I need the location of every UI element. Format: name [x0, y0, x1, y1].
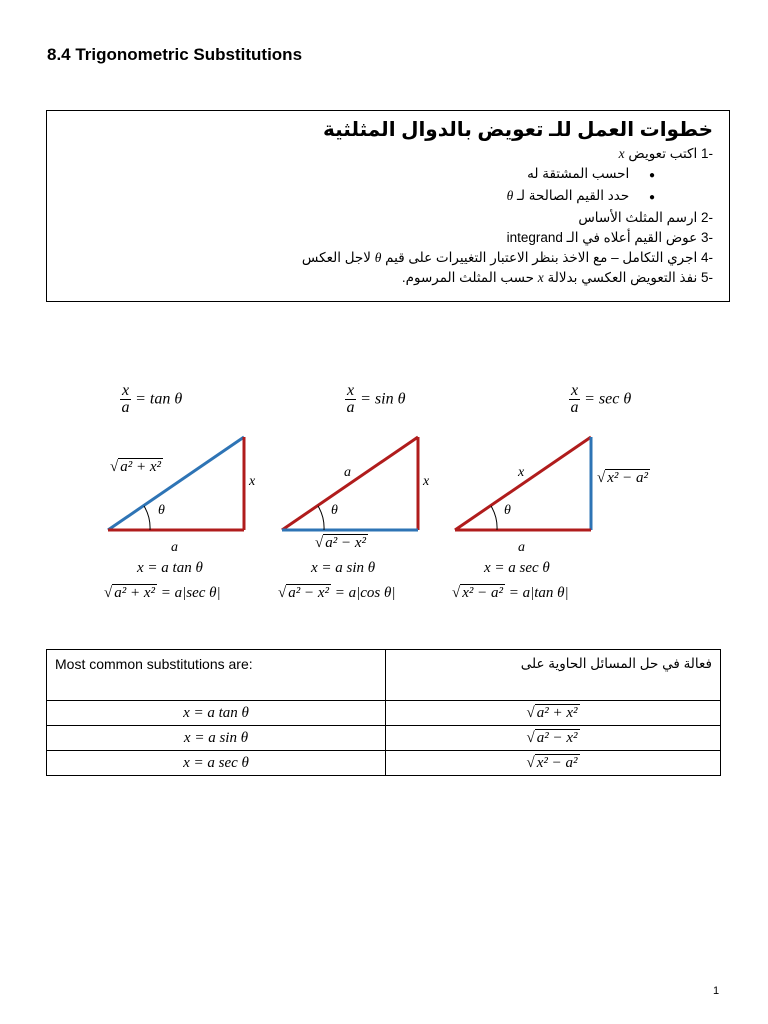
- triangle-sec-angle-label: θ: [504, 503, 511, 518]
- table-cell-substitution: x = a tan θ: [47, 701, 386, 726]
- triangle-sin: [282, 437, 418, 530]
- table-header-row: [47, 650, 721, 701]
- ratio-tan: $\frac{x}{a}$ = tan θ: [121, 382, 183, 416]
- triangle-sin-angle-label: θ: [331, 503, 338, 518]
- triangle-tan-hypotenuse: [108, 437, 244, 530]
- table-header-left: Most common substitutions are:: [47, 650, 386, 701]
- figure-tan-identity: √ a² + x² = a|sec θ|: [104, 585, 221, 601]
- ratio-sin: $\frac{x}{a}$ = sin θ: [346, 382, 406, 416]
- triangle-sin-opp-label: x: [423, 474, 430, 489]
- step-5: -5 نفذ التعويض العكسي بدلالة x حسب المثلث المرسوم.: [401, 270, 713, 285]
- table-row: [47, 701, 721, 726]
- page-title: 8.4 Trigonometric Substitutions: [47, 45, 303, 64]
- triangle-tan-hyp-label: √ a² + x²: [110, 459, 162, 475]
- step-2: -2 ارسم المثلث الأساس: [578, 210, 713, 225]
- triangle-sin-hyp-label: a: [344, 465, 351, 480]
- triangle-tan: [108, 437, 244, 530]
- triangle-tan-adj-label: a: [171, 540, 178, 555]
- page-number: 1: [713, 985, 720, 997]
- triangle-sec-angle-arc: [491, 506, 497, 530]
- step-4: -4 اجري التكامل – مع الاخذ بنظر الاعتبار التغييرات على قيم θ لاجل العكس: [301, 250, 713, 265]
- table-cell-expression: √ x² − a²: [386, 751, 721, 776]
- step-1-bullet-derivative: ● احسب المشتقة له: [302, 164, 713, 186]
- triangle-tan-angle-label: θ: [158, 503, 165, 518]
- table-cell-substitution: x = a sin θ: [47, 726, 386, 751]
- triangle-sec-opp-label: √ x² − a²: [597, 470, 649, 486]
- triangle-tan-angle-arc: [144, 506, 150, 530]
- step-1: -1 اكتب تعويض x: [618, 146, 713, 161]
- figure-tan-substitution: x = a tan θ: [137, 560, 203, 576]
- figure-sec-substitution: x = a sec θ: [484, 560, 550, 576]
- ratio-sec: $\frac{x}{a}$ = sec θ: [570, 382, 632, 416]
- triangle-tan-opp-label: x: [249, 474, 256, 489]
- table-header-right: فعالة في حل المسائل الحاوية على: [386, 650, 721, 701]
- triangle-sec: [455, 437, 591, 530]
- triangle-sin-angle-arc: [318, 506, 324, 530]
- triangle-sec-hyp-label: x: [518, 465, 525, 480]
- table-cell-expression: √ a² − x²: [386, 726, 721, 751]
- triangle-sin-adj-label: √ a² − x²: [315, 535, 367, 551]
- substitutions-table: [46, 649, 721, 776]
- step-3: -3 عوض القيم أعلاه في الـ integrand: [506, 230, 713, 245]
- triangle-sec-adj-label: a: [518, 540, 525, 555]
- figure-sec-identity: √ x² − a² = a|tan θ|: [452, 585, 569, 601]
- steps-heading: خطوات العمل للـ تعويض بالدوال المثلثية: [322, 119, 713, 141]
- table-cell-substitution: x = a sec θ: [47, 751, 386, 776]
- table-row: [47, 751, 721, 776]
- figure-sin-substitution: x = a sin θ: [311, 560, 376, 576]
- step-1-bullet-theta-range: ● حدد القيم الصالحة لـ θ: [302, 186, 713, 208]
- triangle-sec-hypotenuse: [455, 437, 591, 530]
- table-row: [47, 726, 721, 751]
- figure-sin-identity: √ a² − x² = a|cos θ|: [278, 585, 396, 601]
- triangle-sin-hypotenuse: [282, 437, 418, 530]
- table-cell-expression: √ a² + x²: [386, 701, 721, 726]
